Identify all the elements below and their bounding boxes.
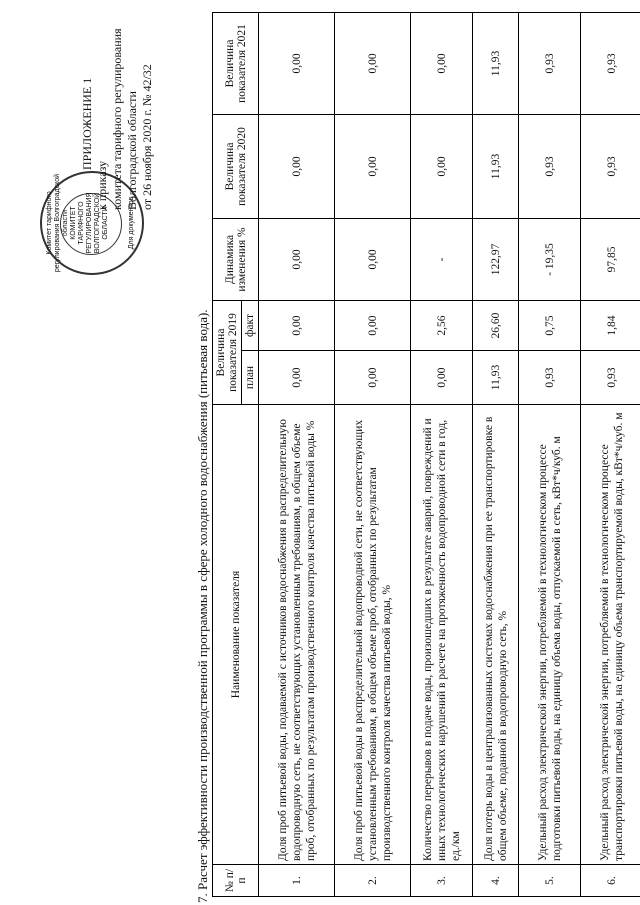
indicator-name: Удельный расход электрической энергии, потребляемой в технологическом процессе транспортировки питьевой воды, на единицу объема транспортируемой воды, кВт*ч/куб. м [581,405,640,865]
section-caption: 7. Расчет эффективности производственной программы в сфере холодного водоснабжения (питьевая вода). [195,309,210,903]
value-2021: 0,93 [519,12,581,114]
value-2020: 11,93 [473,114,519,218]
value-2020: 0,00 [411,114,473,218]
dynamics-value: 0,00 [259,218,335,300]
plan-2019-value: 11,93 [473,351,519,405]
col-header-plan: план [242,351,259,405]
appendix-title: ПРИЛОЖЕНИЕ 1 [80,77,94,170]
efficiency-table [212,12,640,897]
value-2020: 0,00 [335,114,411,218]
dynamics-value: 122,97 [473,218,519,300]
row-number: 4. [473,865,519,897]
seal-bottom-text: Для документов [128,196,135,250]
plan-2019-value: 0,00 [335,351,411,405]
value-2021: 0,00 [335,12,411,114]
plan-2019-value: 0,00 [411,351,473,405]
seal-center-line: КОМИТЕТ [70,206,77,240]
seal-center-line: ТАРИФНОГО [78,201,85,245]
table-row [411,12,473,896]
row-number: 5. [519,865,581,897]
col-header-2019: Величина показателя 2019 [213,300,242,404]
appendix-line: к приказу [95,160,109,210]
table-header-row [213,12,242,896]
row-number: 6. [581,865,640,897]
appendix-line: от 26 ноября 2020 г. № 42/32 [140,64,154,210]
value-2020: 0,93 [519,114,581,218]
value-2020: 0,93 [581,114,640,218]
value-2020: 0,00 [259,114,335,218]
col-header-2020: Величина показателя 2020 [213,114,259,218]
table-row [473,12,519,896]
seal-center-line: РЕГУЛИРОВАНИЯ [86,192,93,254]
value-2021: 0,00 [411,12,473,114]
fact-2019-value: 1,84 [581,300,640,350]
dynamics-value: - [411,218,473,300]
value-2021: 0,00 [259,12,335,114]
value-2021: 0,93 [581,12,640,114]
table-row [581,12,640,896]
table-row [519,12,581,896]
seal-center-line: ВОЛГОГРАДСКОЙ [94,192,101,254]
row-number: 1. [259,865,335,897]
indicator-name: Количество перерывов в подаче воды, произошедших в результате аварий, повреждений и иных технологических нарушений в расчете на протяженность водопроводной сети в год, ед./км [411,405,473,865]
plan-2019-value: 0,00 [259,351,335,405]
fact-2019-value: 0,75 [519,300,581,350]
appendix-block [80,20,155,210]
col-header-fact: факт [242,300,259,350]
table-row [335,12,411,896]
col-header-dynamics: Динамика изменения % [213,218,259,300]
fact-2019-value: 0,00 [259,300,335,350]
appendix-line: комитета тарифного регулирования [110,28,124,210]
fact-2019-value: 0,00 [335,300,411,350]
fact-2019-value: 2,56 [411,300,473,350]
appendix-line: Волгоградской области [125,91,139,210]
row-number: 3. [411,865,473,897]
indicator-name: Доля проб питьевой воды, подаваемой с источников водоснабжения в распределительную водопроводную сеть, не соответствующих установленным требованиям, в общем объеме проб, отобранных по результатам производственного контроля качества питьевой воды % [259,405,335,865]
row-number: 2. [335,865,411,897]
dynamics-value: - 19,35 [519,218,581,300]
fact-2019-value: 26,60 [473,300,519,350]
col-header-name: Наименование показателя [213,405,259,865]
dynamics-value: 0,00 [335,218,411,300]
col-header-2021: Величина показателя 2021 [213,12,259,114]
indicator-name: Доля проб питьевой воды в распределительной водопроводной сети, не соответствующих установленным требованиям, в общем объеме проб, отобранных по результатам производственного контроля качества питьевой воды, % [335,405,411,865]
indicator-name: Удельный расход электрической энергии, потребляемой в технологическом процессе подготовки питьевой воды, на единицу объема воды, отпускаемой в сеть, кВт*ч/куб. м [519,405,581,865]
value-2021: 11,93 [473,12,519,114]
dynamics-value: 97,85 [581,218,640,300]
plan-2019-value: 0,93 [519,351,581,405]
seal-ring-text: Комитет тарифного регулирования Волгоградской области [46,173,69,273]
table-row [259,12,335,896]
plan-2019-value: 0,93 [581,351,640,405]
col-header-num: № п/п [213,865,259,897]
seal-center-line: ОБЛАСТИ [102,206,109,240]
indicator-name: Доля потерь воды в централизованных системах водоснабжения при ее транспортировке в общем объеме, поданной в водопроводную сеть, % [473,405,519,865]
